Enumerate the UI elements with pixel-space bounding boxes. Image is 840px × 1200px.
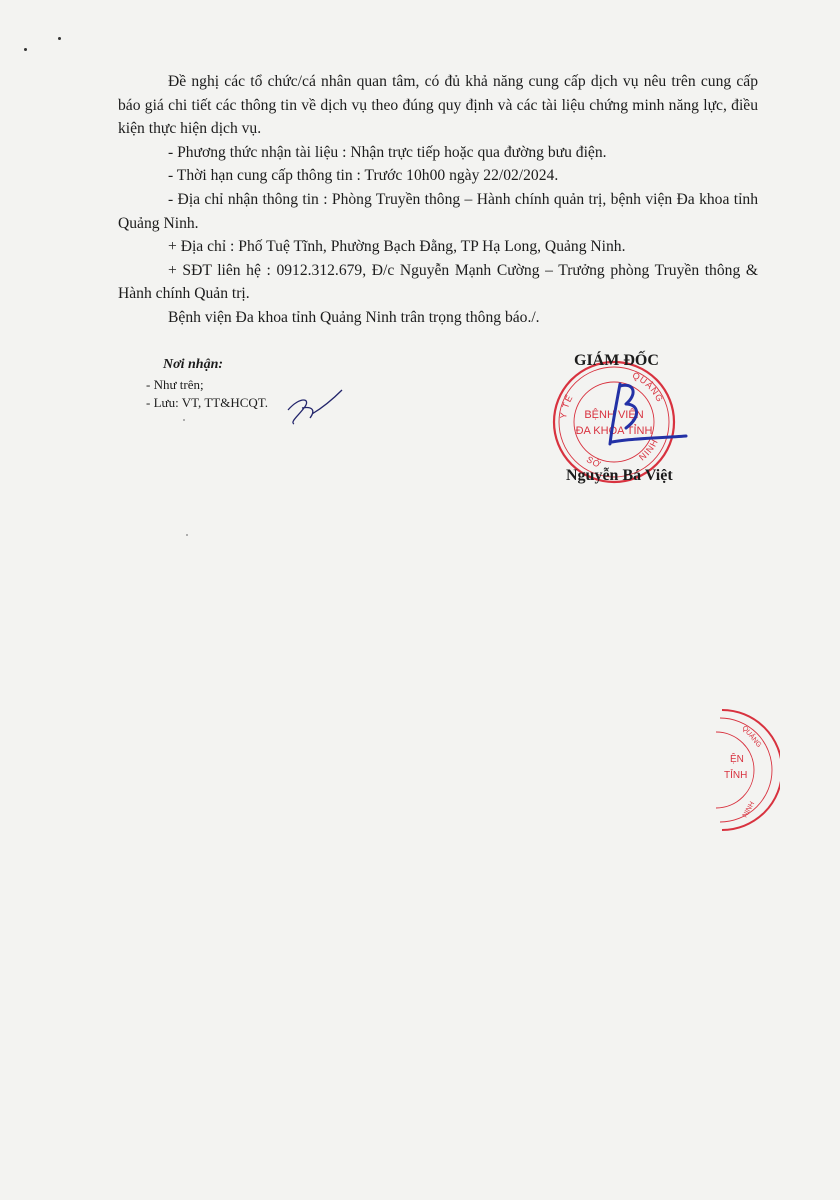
initials-signature — [282, 388, 346, 428]
partial-stamp — [690, 700, 780, 840]
intro-paragraph: Đề nghị các tổ chức/cá nhân quan tâm, có đủ khả năng cung cấp dịch vụ nêu trên cung cấp báo giá chi tiết các thông tin về dịch vụ theo đúng quy định và các tài liệu chứng minh năng lực, điều kiện thực hiện dịch vụ. — [118, 73, 758, 138]
signer-title: GIÁM ĐỐC — [574, 352, 659, 369]
closing-line: Bệnh viện Đa khoa tỉnh Quảng Ninh trân trọng thông báo./. — [168, 308, 540, 326]
scan-speck — [183, 419, 185, 421]
receive-address-line: - Địa chỉ nhận thông tin : Phòng Truyền thông – Hành chính quản trị, bệnh viện Đa khoa tỉnh Quảng Ninh. — [118, 190, 758, 232]
stamp-fragment-ring-bottom: NINH — [741, 800, 757, 819]
recipients-block — [146, 356, 268, 412]
recipient-item: - Lưu: VT, TT&HCQT. — [146, 395, 268, 410]
stamp-line-1: BỆNH VIỆN — [584, 409, 644, 421]
handwritten-signature — [582, 376, 692, 456]
signature-block — [530, 346, 730, 496]
scan-speck — [58, 37, 61, 40]
address-line: + Địa chỉ : Phố Tuệ Tĩnh, Phường Bạch Đằng, TP Hạ Long, Quảng Ninh. — [168, 238, 626, 256]
stamp-fragment-1: ỆN — [730, 754, 744, 765]
contact-line: + SĐT liên hệ : 0912.312.679, Đ/c Nguyễn Mạnh Cường – Trưởng phòng Truyền thông & Hành chính Quản trị. — [118, 261, 758, 303]
stamp-ring-top: QUẢNG — [630, 370, 666, 405]
scan-speck — [24, 48, 27, 51]
signer-name: Nguyễn Bá Việt — [566, 467, 673, 484]
deadline-line: - Thời hạn cung cấp thông tin : Trước 10h00 ngày 22/02/2024. — [168, 167, 559, 185]
stamp-ring-left: Y TẾ — [558, 392, 575, 420]
method-line: - Phương thức nhận tài liệu : Nhận trực tiếp hoặc qua đường bưu điện. — [168, 143, 607, 161]
recipients-heading: Nơi nhận: — [163, 357, 224, 372]
stamp-line-2: ĐA KHOA TỈNH — [575, 425, 653, 437]
stamp-ring-bottom: NINH — [637, 437, 661, 463]
scan-speck — [186, 534, 188, 536]
stamp-fragment-2: TỈNH — [724, 770, 748, 781]
notice-body — [118, 70, 758, 330]
stamp-fragment-ring-top: QUẢNG — [740, 724, 763, 749]
recipient-item: - Như trên; — [146, 377, 204, 392]
stamp-ring-bottom-left: SỞ — [584, 454, 603, 470]
